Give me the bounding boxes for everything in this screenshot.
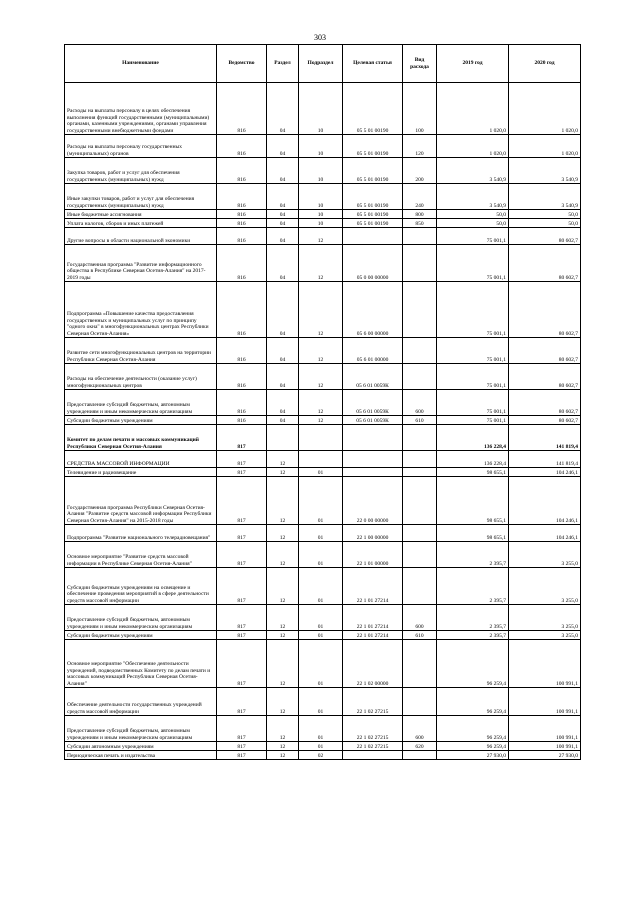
cell-department: 816 — [217, 135, 267, 158]
table-row — [65, 605, 581, 631]
cell-section: 04 — [267, 245, 299, 282]
cell-year-2019: 75 001,1 — [437, 338, 509, 364]
cell-year-2019: 96 259,4 — [437, 640, 509, 688]
table-row — [65, 184, 581, 210]
header-year-2019: 2019 год — [437, 45, 509, 83]
cell-expense-type: 620 — [403, 742, 437, 751]
cell-name: Расходы на выплаты персоналу государственных (муниципальных) органов — [65, 135, 217, 158]
cell-section: 04 — [267, 282, 299, 338]
table-row — [65, 416, 581, 425]
cell-target-article: 22 1 01 00000 — [343, 542, 403, 568]
cell-year-2020: 104 246,1 — [509, 468, 581, 477]
cell-department: 817 — [217, 425, 267, 451]
cell-subsection: 01 — [299, 525, 343, 542]
cell-expense-type — [403, 364, 437, 390]
cell-year-2019: 136 228,4 — [437, 451, 509, 468]
table-row — [65, 245, 581, 282]
cell-target-article: 05 5 01 00190 — [343, 135, 403, 158]
cell-section: 12 — [267, 468, 299, 477]
cell-section: 12 — [267, 742, 299, 751]
cell-year-2020: 141 819,4 — [509, 451, 581, 468]
cell-expense-type — [403, 245, 437, 282]
table-row — [65, 282, 581, 338]
cell-year-2019: 96 259,4 — [437, 716, 509, 742]
cell-subsection: 10 — [299, 83, 343, 135]
cell-subsection: 12 — [299, 338, 343, 364]
cell-name: Субсидии бюджетным учреждениям — [65, 416, 217, 425]
cell-year-2019: 98 655,1 — [437, 525, 509, 542]
budget-table — [64, 44, 581, 760]
cell-year-2020: 100 991,1 — [509, 640, 581, 688]
cell-name: Закупка товаров, работ и услуг для обеспечения государственных (муниципальных) нужд — [65, 158, 217, 184]
cell-subsection: 10 — [299, 210, 343, 219]
cell-year-2019: 75 001,1 — [437, 390, 509, 416]
cell-section: 04 — [267, 338, 299, 364]
cell-subsection: 01 — [299, 542, 343, 568]
cell-subsection: 12 — [299, 245, 343, 282]
cell-section — [267, 425, 299, 451]
cell-year-2019: 75 001,1 — [437, 228, 509, 245]
table-row — [65, 364, 581, 390]
cell-subsection: 12 — [299, 416, 343, 425]
cell-department: 817 — [217, 751, 267, 760]
header-expense-type: Вид расхода — [403, 45, 437, 83]
cell-expense-type — [403, 468, 437, 477]
cell-section: 04 — [267, 390, 299, 416]
table-row — [65, 542, 581, 568]
cell-department: 816 — [217, 390, 267, 416]
table-row — [65, 716, 581, 742]
table-body — [65, 83, 581, 760]
cell-name: Расходы на выплаты персоналу в целях обеспечения выполнения функций государственными (муниципальными) органами, казенными учреждениями, органами управления государственными внебюджетными фондами — [65, 83, 217, 135]
cell-subsection: 01 — [299, 640, 343, 688]
cell-section: 04 — [267, 158, 299, 184]
cell-target-article — [343, 425, 403, 451]
cell-name: Предоставление субсидий бюджетным, автономным учреждениям и иным некоммерческим организациям — [65, 390, 217, 416]
cell-expense-type — [403, 228, 437, 245]
cell-expense-type — [403, 542, 437, 568]
cell-year-2020: 50,0 — [509, 219, 581, 228]
cell-target-article — [343, 751, 403, 760]
cell-year-2020: 80 602,7 — [509, 364, 581, 390]
cell-subsection: 10 — [299, 135, 343, 158]
table-row — [65, 631, 581, 640]
cell-section: 04 — [267, 219, 299, 228]
cell-year-2019: 75 001,1 — [437, 282, 509, 338]
cell-department: 816 — [217, 158, 267, 184]
cell-subsection: 01 — [299, 631, 343, 640]
cell-name: Обеспечение деятельности государственных учреждений средств массовой информации — [65, 688, 217, 716]
cell-section: 12 — [267, 525, 299, 542]
table-row — [65, 525, 581, 542]
header-name: Наименование — [65, 45, 217, 83]
cell-subsection: 02 — [299, 751, 343, 760]
cell-expense-type: 800 — [403, 210, 437, 219]
cell-target-article: 22 0 00 00000 — [343, 477, 403, 525]
cell-year-2020: 3 540,9 — [509, 158, 581, 184]
cell-name: Развитие сети многофункциональных центров на территории Республики Северная Осетия-Алания — [65, 338, 217, 364]
header-target-article: Целевая статья — [343, 45, 403, 83]
table-row — [65, 228, 581, 245]
cell-section: 12 — [267, 688, 299, 716]
cell-subsection: 12 — [299, 282, 343, 338]
cell-name: Иные закупки товаров, работ и услуг для обеспечения государственных (муниципальных) нужд — [65, 184, 217, 210]
cell-name: Субсидии бюджетным учреждениям на освещение и обеспечение проведения мероприятий в сфере деятельности средств массовой информации — [65, 568, 217, 605]
table-row — [65, 477, 581, 525]
cell-target-article: 22 1 02 27215 — [343, 742, 403, 751]
cell-subsection: 01 — [299, 468, 343, 477]
table-row — [65, 83, 581, 135]
cell-expense-type: 200 — [403, 158, 437, 184]
cell-subsection: 12 — [299, 228, 343, 245]
cell-year-2020: 3 255,0 — [509, 605, 581, 631]
cell-department: 816 — [217, 282, 267, 338]
cell-year-2020: 100 991,1 — [509, 742, 581, 751]
header-subsection: Подраздел — [299, 45, 343, 83]
cell-year-2020: 3 540,9 — [509, 184, 581, 210]
cell-name: Предоставление субсидий бюджетным, автономным учреждениям и иным некоммерческим организациям — [65, 716, 217, 742]
table-row — [65, 640, 581, 688]
cell-department: 817 — [217, 605, 267, 631]
cell-section: 12 — [267, 542, 299, 568]
cell-expense-type — [403, 282, 437, 338]
cell-year-2019: 2 395,7 — [437, 605, 509, 631]
cell-target-article: 05 0 00 00000 — [343, 245, 403, 282]
cell-section: 12 — [267, 451, 299, 468]
cell-department: 817 — [217, 542, 267, 568]
cell-section: 04 — [267, 184, 299, 210]
cell-expense-type: 850 — [403, 219, 437, 228]
cell-subsection: 01 — [299, 742, 343, 751]
cell-target-article: 22 1 00 00000 — [343, 525, 403, 542]
cell-year-2020: 104 246,1 — [509, 477, 581, 525]
cell-section: 12 — [267, 751, 299, 760]
cell-year-2019: 2 395,7 — [437, 568, 509, 605]
cell-department: 816 — [217, 228, 267, 245]
cell-year-2020: 3 255,0 — [509, 542, 581, 568]
cell-department: 817 — [217, 477, 267, 525]
cell-target-article: 22 1 01 27214 — [343, 605, 403, 631]
cell-target-article: 22 1 01 27214 — [343, 631, 403, 640]
cell-target-article: 05 5 01 00190 — [343, 158, 403, 184]
cell-subsection: 10 — [299, 219, 343, 228]
cell-expense-type: 610 — [403, 631, 437, 640]
cell-year-2020: 3 255,0 — [509, 631, 581, 640]
cell-department: 816 — [217, 83, 267, 135]
cell-target-article: 05 6 00 00000 — [343, 282, 403, 338]
cell-name: Телевидение и радиовещание — [65, 468, 217, 477]
cell-year-2019: 98 655,1 — [437, 468, 509, 477]
table-row — [65, 210, 581, 219]
cell-year-2020: 104 246,1 — [509, 525, 581, 542]
table-header-row — [65, 45, 581, 83]
cell-target-article: 05 5 01 00190 — [343, 184, 403, 210]
table-row — [65, 135, 581, 158]
cell-year-2019: 96 259,4 — [437, 742, 509, 751]
cell-expense-type — [403, 568, 437, 605]
cell-year-2020: 27 930,0 — [509, 751, 581, 760]
cell-name: Субсидии бюджетным учреждениям — [65, 631, 217, 640]
cell-year-2020: 80 602,7 — [509, 416, 581, 425]
cell-expense-type: 600 — [403, 605, 437, 631]
cell-year-2020: 1 020,0 — [509, 135, 581, 158]
table-row — [65, 158, 581, 184]
cell-department: 817 — [217, 631, 267, 640]
cell-year-2019: 1 020,0 — [437, 83, 509, 135]
table-row — [65, 338, 581, 364]
cell-section: 12 — [267, 631, 299, 640]
table-row — [65, 751, 581, 760]
cell-department: 816 — [217, 210, 267, 219]
cell-name: Основное мероприятие "Развитие средств массовой информации в Республике Северная Осетия-Алания" — [65, 542, 217, 568]
cell-department: 817 — [217, 525, 267, 542]
cell-department: 817 — [217, 688, 267, 716]
cell-section: 04 — [267, 210, 299, 219]
cell-name: Основное мероприятие "Обеспечение деятельности учреждений, подведомственных Комитету по делам печати и массовых коммуникаций Республики Северная Осетия-Алания" — [65, 640, 217, 688]
cell-subsection — [299, 425, 343, 451]
cell-section: 04 — [267, 135, 299, 158]
cell-department: 816 — [217, 416, 267, 425]
cell-department: 817 — [217, 568, 267, 605]
cell-subsection: 10 — [299, 184, 343, 210]
cell-department: 817 — [217, 468, 267, 477]
cell-name: Расходы на обеспечение деятельности (оказание услуг) многофункциональных центров — [65, 364, 217, 390]
cell-name: Периодическая печать и издательства — [65, 751, 217, 760]
header-section: Раздел — [267, 45, 299, 83]
cell-name: Предоставление субсидий бюджетным, автономным учреждениям и иным некоммерческим организациям — [65, 605, 217, 631]
cell-year-2019: 27 930,0 — [437, 751, 509, 760]
cell-year-2020: 50,0 — [509, 210, 581, 219]
cell-subsection: 10 — [299, 158, 343, 184]
cell-year-2019: 50,0 — [437, 219, 509, 228]
cell-target-article: 22 1 02 27215 — [343, 688, 403, 716]
cell-target-article: 22 1 02 00000 — [343, 640, 403, 688]
cell-section: 12 — [267, 605, 299, 631]
cell-expense-type: 100 — [403, 83, 437, 135]
cell-expense-type — [403, 751, 437, 760]
cell-subsection: 01 — [299, 477, 343, 525]
cell-target-article: 05 5 01 00190 — [343, 219, 403, 228]
table-row — [65, 451, 581, 468]
cell-department: 816 — [217, 219, 267, 228]
cell-department: 816 — [217, 364, 267, 390]
cell-department: 816 — [217, 338, 267, 364]
cell-expense-type — [403, 525, 437, 542]
cell-expense-type: 610 — [403, 416, 437, 425]
cell-expense-type — [403, 640, 437, 688]
cell-section: 04 — [267, 83, 299, 135]
cell-year-2020: 1 020,0 — [509, 83, 581, 135]
cell-department: 817 — [217, 742, 267, 751]
cell-expense-type: 120 — [403, 135, 437, 158]
cell-year-2019: 3 540,9 — [437, 184, 509, 210]
cell-name: СРЕДСТВА МАССОВОЙ ИНФОРМАЦИИ — [65, 451, 217, 468]
cell-name: Подпрограмма "Развитие национального телерадиовещания" — [65, 525, 217, 542]
cell-section: 12 — [267, 568, 299, 605]
cell-year-2020: 80 602,7 — [509, 338, 581, 364]
cell-subsection: 01 — [299, 605, 343, 631]
cell-expense-type: 600 — [403, 390, 437, 416]
table-row — [65, 468, 581, 477]
cell-section: 12 — [267, 716, 299, 742]
cell-subsection: 01 — [299, 568, 343, 605]
cell-year-2019: 3 540,9 — [437, 158, 509, 184]
cell-year-2019: 75 001,1 — [437, 245, 509, 282]
cell-expense-type — [403, 425, 437, 451]
cell-year-2020: 3 255,0 — [509, 568, 581, 605]
cell-expense-type: 240 — [403, 184, 437, 210]
table-row — [65, 390, 581, 416]
cell-year-2020: 100 991,1 — [509, 688, 581, 716]
cell-year-2019: 75 001,1 — [437, 416, 509, 425]
cell-year-2019: 2 395,7 — [437, 631, 509, 640]
cell-expense-type — [403, 477, 437, 525]
cell-year-2019: 96 259,4 — [437, 688, 509, 716]
cell-year-2019: 75 001,1 — [437, 364, 509, 390]
cell-department: 816 — [217, 245, 267, 282]
cell-year-2020: 80 602,7 — [509, 245, 581, 282]
cell-target-article: 05 6 01 0059К — [343, 390, 403, 416]
header-department: Ведомство — [217, 45, 267, 83]
cell-target-article — [343, 451, 403, 468]
cell-subsection: 12 — [299, 364, 343, 390]
table-row — [65, 568, 581, 605]
cell-section: 12 — [267, 640, 299, 688]
cell-target-article: 05 6 01 00000 — [343, 338, 403, 364]
cell-section: 04 — [267, 416, 299, 425]
cell-name: Комитет по делам печати и массовых коммуникаций Республики Северная Осетия-Алания — [65, 425, 217, 451]
cell-subsection: 01 — [299, 716, 343, 742]
cell-name: Субсидии автономным учреждениям — [65, 742, 217, 751]
page-number: 303 — [314, 33, 326, 42]
cell-expense-type — [403, 451, 437, 468]
cell-year-2019: 2 395,7 — [437, 542, 509, 568]
cell-target-article — [343, 228, 403, 245]
cell-section: 04 — [267, 364, 299, 390]
table-row — [65, 688, 581, 716]
cell-name: Другие вопросы в области национальной экономики — [65, 228, 217, 245]
cell-target-article: 05 5 01 00190 — [343, 83, 403, 135]
cell-year-2020: 141 819,4 — [509, 425, 581, 451]
cell-year-2020: 80 602,7 — [509, 282, 581, 338]
header-year-2020: 2020 год — [509, 45, 581, 83]
cell-year-2019: 98 655,1 — [437, 477, 509, 525]
cell-subsection — [299, 451, 343, 468]
cell-year-2020: 80 602,7 — [509, 228, 581, 245]
cell-expense-type — [403, 688, 437, 716]
cell-subsection: 12 — [299, 390, 343, 416]
cell-target-article: 05 6 01 0059К — [343, 364, 403, 390]
cell-department: 817 — [217, 451, 267, 468]
cell-department: 816 — [217, 184, 267, 210]
cell-year-2019: 50,0 — [437, 210, 509, 219]
cell-name: Государственная программа "Развитие информационного общества в Республике Северная Осетия-Алания" на 2017-2019 годы — [65, 245, 217, 282]
cell-name: Подпрограмма «Повышение качества предоставления государственных и муниципальных услуг по принципу "одного окна" в многофункциональных центрах Республики Северная Осетия-Алания» — [65, 282, 217, 338]
table-row — [65, 219, 581, 228]
cell-target-article: 22 1 02 27215 — [343, 716, 403, 742]
cell-name: Иные бюджетные ассигнования — [65, 210, 217, 219]
cell-target-article — [343, 468, 403, 477]
cell-subsection: 01 — [299, 688, 343, 716]
cell-section: 12 — [267, 477, 299, 525]
cell-year-2019: 136 228,4 — [437, 425, 509, 451]
cell-year-2020: 80 602,7 — [509, 390, 581, 416]
cell-section: 04 — [267, 228, 299, 245]
cell-department: 817 — [217, 640, 267, 688]
cell-department: 817 — [217, 716, 267, 742]
table-row — [65, 425, 581, 451]
cell-target-article: 05 5 01 00190 — [343, 210, 403, 219]
cell-expense-type — [403, 338, 437, 364]
cell-target-article: 22 1 01 27214 — [343, 568, 403, 605]
cell-expense-type: 600 — [403, 716, 437, 742]
cell-year-2019: 1 020,0 — [437, 135, 509, 158]
cell-year-2020: 100 991,1 — [509, 716, 581, 742]
cell-name: Государственная программа Республики Северная Осетия-Алания "Развитие средств массовой информации Республики Северная Осетия-Алания" на 2015-2018 годы — [65, 477, 217, 525]
table-row — [65, 742, 581, 751]
cell-name: Уплата налогов, сборов и иных платежей — [65, 219, 217, 228]
cell-target-article: 05 6 01 0059К — [343, 416, 403, 425]
